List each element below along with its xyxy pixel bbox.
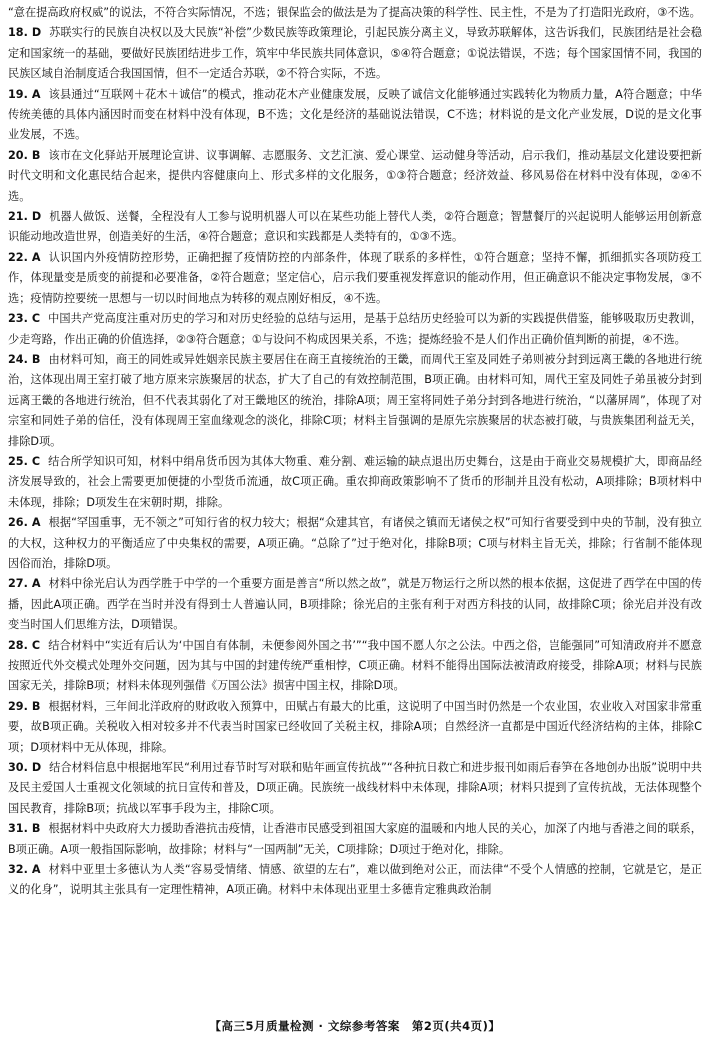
answer-item [8,819,702,860]
answer-letter: C [31,454,41,468]
answer-item [8,248,702,309]
answer-letter: B [31,148,41,162]
explanation-text: 结合所学知识可知，材料中绢帛货币因为其体大物重、难分割、难运输的缺点退出历史舞台，这是由于商业交易规模扩大，即商品经济发展导致的，社会上需要更加便捷的小型货币流通，故C项正确。重农抑商政策影响不了货币的形制并且没有松动，A项排除；B项材料中未体现，排除；D项发生在宋朝时期，排除。 [8,454,702,509]
answer-item [8,309,702,350]
question-number: 23. [8,312,28,326]
answer-letter: D [31,761,42,775]
explanation-text: 中国共产党高度注重对历史的学习和对历史经验的总结与运用，是基于总结历史经验可以为新的实践提供借鉴，能够吸取历史教训，少走弯路，作出正确的价值选择，②③符合题意；①与设问不构成因果关系，不选；提炼经验不是人们作出正确价值判断的前提，④不选。 [8,312,702,346]
explanation-text: 该市在文化驿站开展理论宣讲、议事调解、志愿服务、文艺汇演、爱心课堂、运动健身等活动，启示我们，推动基层文化建设要把新时代文明和文化惠民结合起来，提供内容健康向上、形式多样的文化服务，①③符合题意；经济效益、移风易俗在材料中没有体现，②④不选。 [8,148,702,203]
explanation-text: 根据材料中央政府大力援助香港抗击疫情，让香港市民感受到祖国大家庭的温暖和内地人民的关心，加深了内地与香港之间的联系，B项正确。A项一般指国际影响，故排除；材料与“一国两制”无关，C项排除；D项过于绝对化，排除。 [8,822,702,856]
explanation-text: 材料中徐光启认为西学胜于中学的一个重要方面是善言“所以然之故”，就是万物运行之所以然的根本依据，这促进了西学在中国的传播，因此A项正确。西学在当时并没有得到士人普遍认同，B项排除；徐光启的主张有利于对西方科技的认同，故排除C项；徐光启并没有改变当时国人们思维方法，D项错误。 [8,577,702,632]
explanation-text: 认识国内外疫情防控形势，正确把握了疫情防控的内部条件，体现了联系的多样性，①符合题意；坚持不懈，抓细抓实各项防疫工作，体现量变是质变的前提和必要准备，②符合题意；坚定信心，启示我们要重视发挥意识的能动作用，但正确意识不能决定事物发展，③不选；疫情防控要统一思想与一切以时间地点为转移的观点刚好相反，④不选。 [8,250,702,305]
answer-letter: C [31,312,41,326]
answer-item [8,697,702,758]
question-number: 30. [8,761,28,775]
answer-letter: D [31,26,42,40]
question-number: 29. [8,699,28,713]
question-number: 19. [8,87,28,101]
question-number: 26. [8,516,28,530]
answer-letter: C [31,638,41,652]
explanation-text: 结合材料信息中根据地军民“利用过春节时写对联和贴年画宣传抗战”“各种抗日救亡和进步报刊如雨后春笋在各地创办出版”说明中共及民主爱国人士重视文化领域的抗日宣传和普及，D项正确。民族统一战线材料中未体现，排除A项；材料只提到了宣传抗战，无法体现整个国民教育，排除B项；抗战以军事手段为主，排除C项。 [8,761,702,815]
answer-item [8,574,702,635]
answer-letter: A [31,863,41,877]
answer-letter: D [31,210,42,224]
question-number: 22. [8,250,28,264]
question-number: 28. [8,638,28,652]
answer-item [8,23,702,84]
answer-letter: A [31,250,41,264]
explanation-text: 根据“罕国重事，无不领之”可知行省的权力较大；根据“众建其官，有诸侯之镇而无诸侯之权”可知行省要受到中央的节制，没有独立的大权，这种权力的平衡适应了中央集权的需要，A项正确。“总除了”过于绝对化，排除B项；C项与材料主旨无关，排除；行省制不能体现因俗而治，排除D项。 [8,516,702,570]
footer-text: 【高三5月质量检测 · 文综参考答案 第2页(共4页)】 [209,1019,501,1033]
answer-item [8,758,702,819]
question-number: 21. [8,210,28,224]
question-number: 27. [8,577,28,591]
answer-item [8,85,702,146]
question-number: 25. [8,454,28,468]
explanation-text: 机器人做饭、送餐，全程没有人工参与说明机器人可以在某些功能上替代人类，②符合题意；智慧餐厅的兴起说明人能够运用创新意识能动地改造世界，创造美好的生活，④符合题意；意识和实践都是人类特有的，①③不选。 [8,210,702,244]
answer-list [8,23,702,900]
answer-item [8,207,702,248]
answer-item [8,146,702,207]
question-number: 32. [8,863,28,877]
question-number: 31. [8,822,28,836]
question-number: 20. [8,148,28,162]
page-footer [0,1018,710,1034]
answer-item [8,452,702,513]
answer-letter: A [31,516,41,530]
answer-item [8,513,702,574]
answer-letter: B [31,699,41,713]
explanation-text: 由材料可知，商王的同姓或异姓姻亲民族主要居住在商王直接统治的王畿，而周代王室及同姓子弟则被分封到远离王畿的各地进行统治，这体现出周王室打破了地方原来宗族聚居的状态，扩大了自己的有效控制范围，B项正确。由材料可知，周代王室及同姓子弟虽被分封到远离王畿的各地进行统治，但不代表其弱化了对王畿地区的统治，排除A项；周王室将同姓子弟分封到各地进行统治，“以藩屏周”，体现了对宗室和同姓子弟的信任，没有体现周王室血缘观念的淡化，排除C项；材料主旨强调的是原先宗族聚居的状态被打破，与贵族集团利益无关，排除D项。 [8,352,702,448]
question-number: 24. [8,352,28,366]
explanation-text: 根据材料，三年间北洋政府的财政收入预算中，田赋占有最大的比重，这说明了中国当时仍然是一个农业国，农业收入对国家非常重要，故B项正确。关税收入相对较多并不代表当时国家已经收回了关税主权，排除A项；自然经济一直都是中国近代经济结构的主体，排除C项；D项材料中无从体现，排除。 [8,699,702,754]
explanation-text: 苏联实行的民族自决权以及大民族“补偿”少数民族等政策理论，引起民族分离主义，导致苏联解体，这告诉我们，民族团结是社会稳定和国家统一的基础，要做好民族团结进步工作，筑牢中华民族共同体意识，⑤④符合题意；①说法错误，不选；每个国家国情不同，我国的民族区域自治制度适合我国国情，但不一定适合苏联，②不符合实际，不选。 [8,26,702,81]
answer-letter: A [31,87,41,101]
explanation-text: 材料中亚里士多德认为人类“容易受情绪、情感、欲望的左右”，难以做到绝对公正，而法律“不受个人情感的控制，它就是它，是正义的化身”，说明其主张具有一定理性精神，A项正确。材料中未体现出亚里士多德肯定雅典政治制 [8,863,702,897]
answer-letter: B [31,352,41,366]
answer-letter: A [31,577,41,591]
explanation-text: 结合材料中“实近有后认为‘中国自有体制，未便参阅外国之书’”“我中国不愿人尔之公法。中西之俗，岂能强同”可知清政府并不愿意按照近代外交模式处理外交问题，因为其与中国的封建传统严重相悖，C项正确。材料不能得出国际法被清政府接受，排除A项；材料与民族国家无关，排除B项；材料未体现列强借《万国公法》损害中国主权，排除D项。 [8,638,702,693]
answer-letter: B [31,822,41,836]
answer-item [8,860,702,901]
question-number: 18. [8,26,28,40]
explanation-text: 该县通过“互联网＋花木＋诚信”的模式，推动花木产业健康发展，反映了诚信文化能够通过实践转化为物质力量，A符合题意；中华传统美德的具体内涵因时而变在材料中没有体现，B不选；文化是经济的基础说法错误，C不选；材料说的是文化产业发展，D说的是文化事业发展，不选。 [8,87,702,142]
answer-item [8,350,702,452]
answer-item [8,636,702,697]
intro-paragraph: “意在提高政府权威”的说法，不符合实际情况，不选；银保监会的做法是为了提高决策的科学性、民主性，不是为了打造阳光政府，③不选。 [8,6,701,19]
